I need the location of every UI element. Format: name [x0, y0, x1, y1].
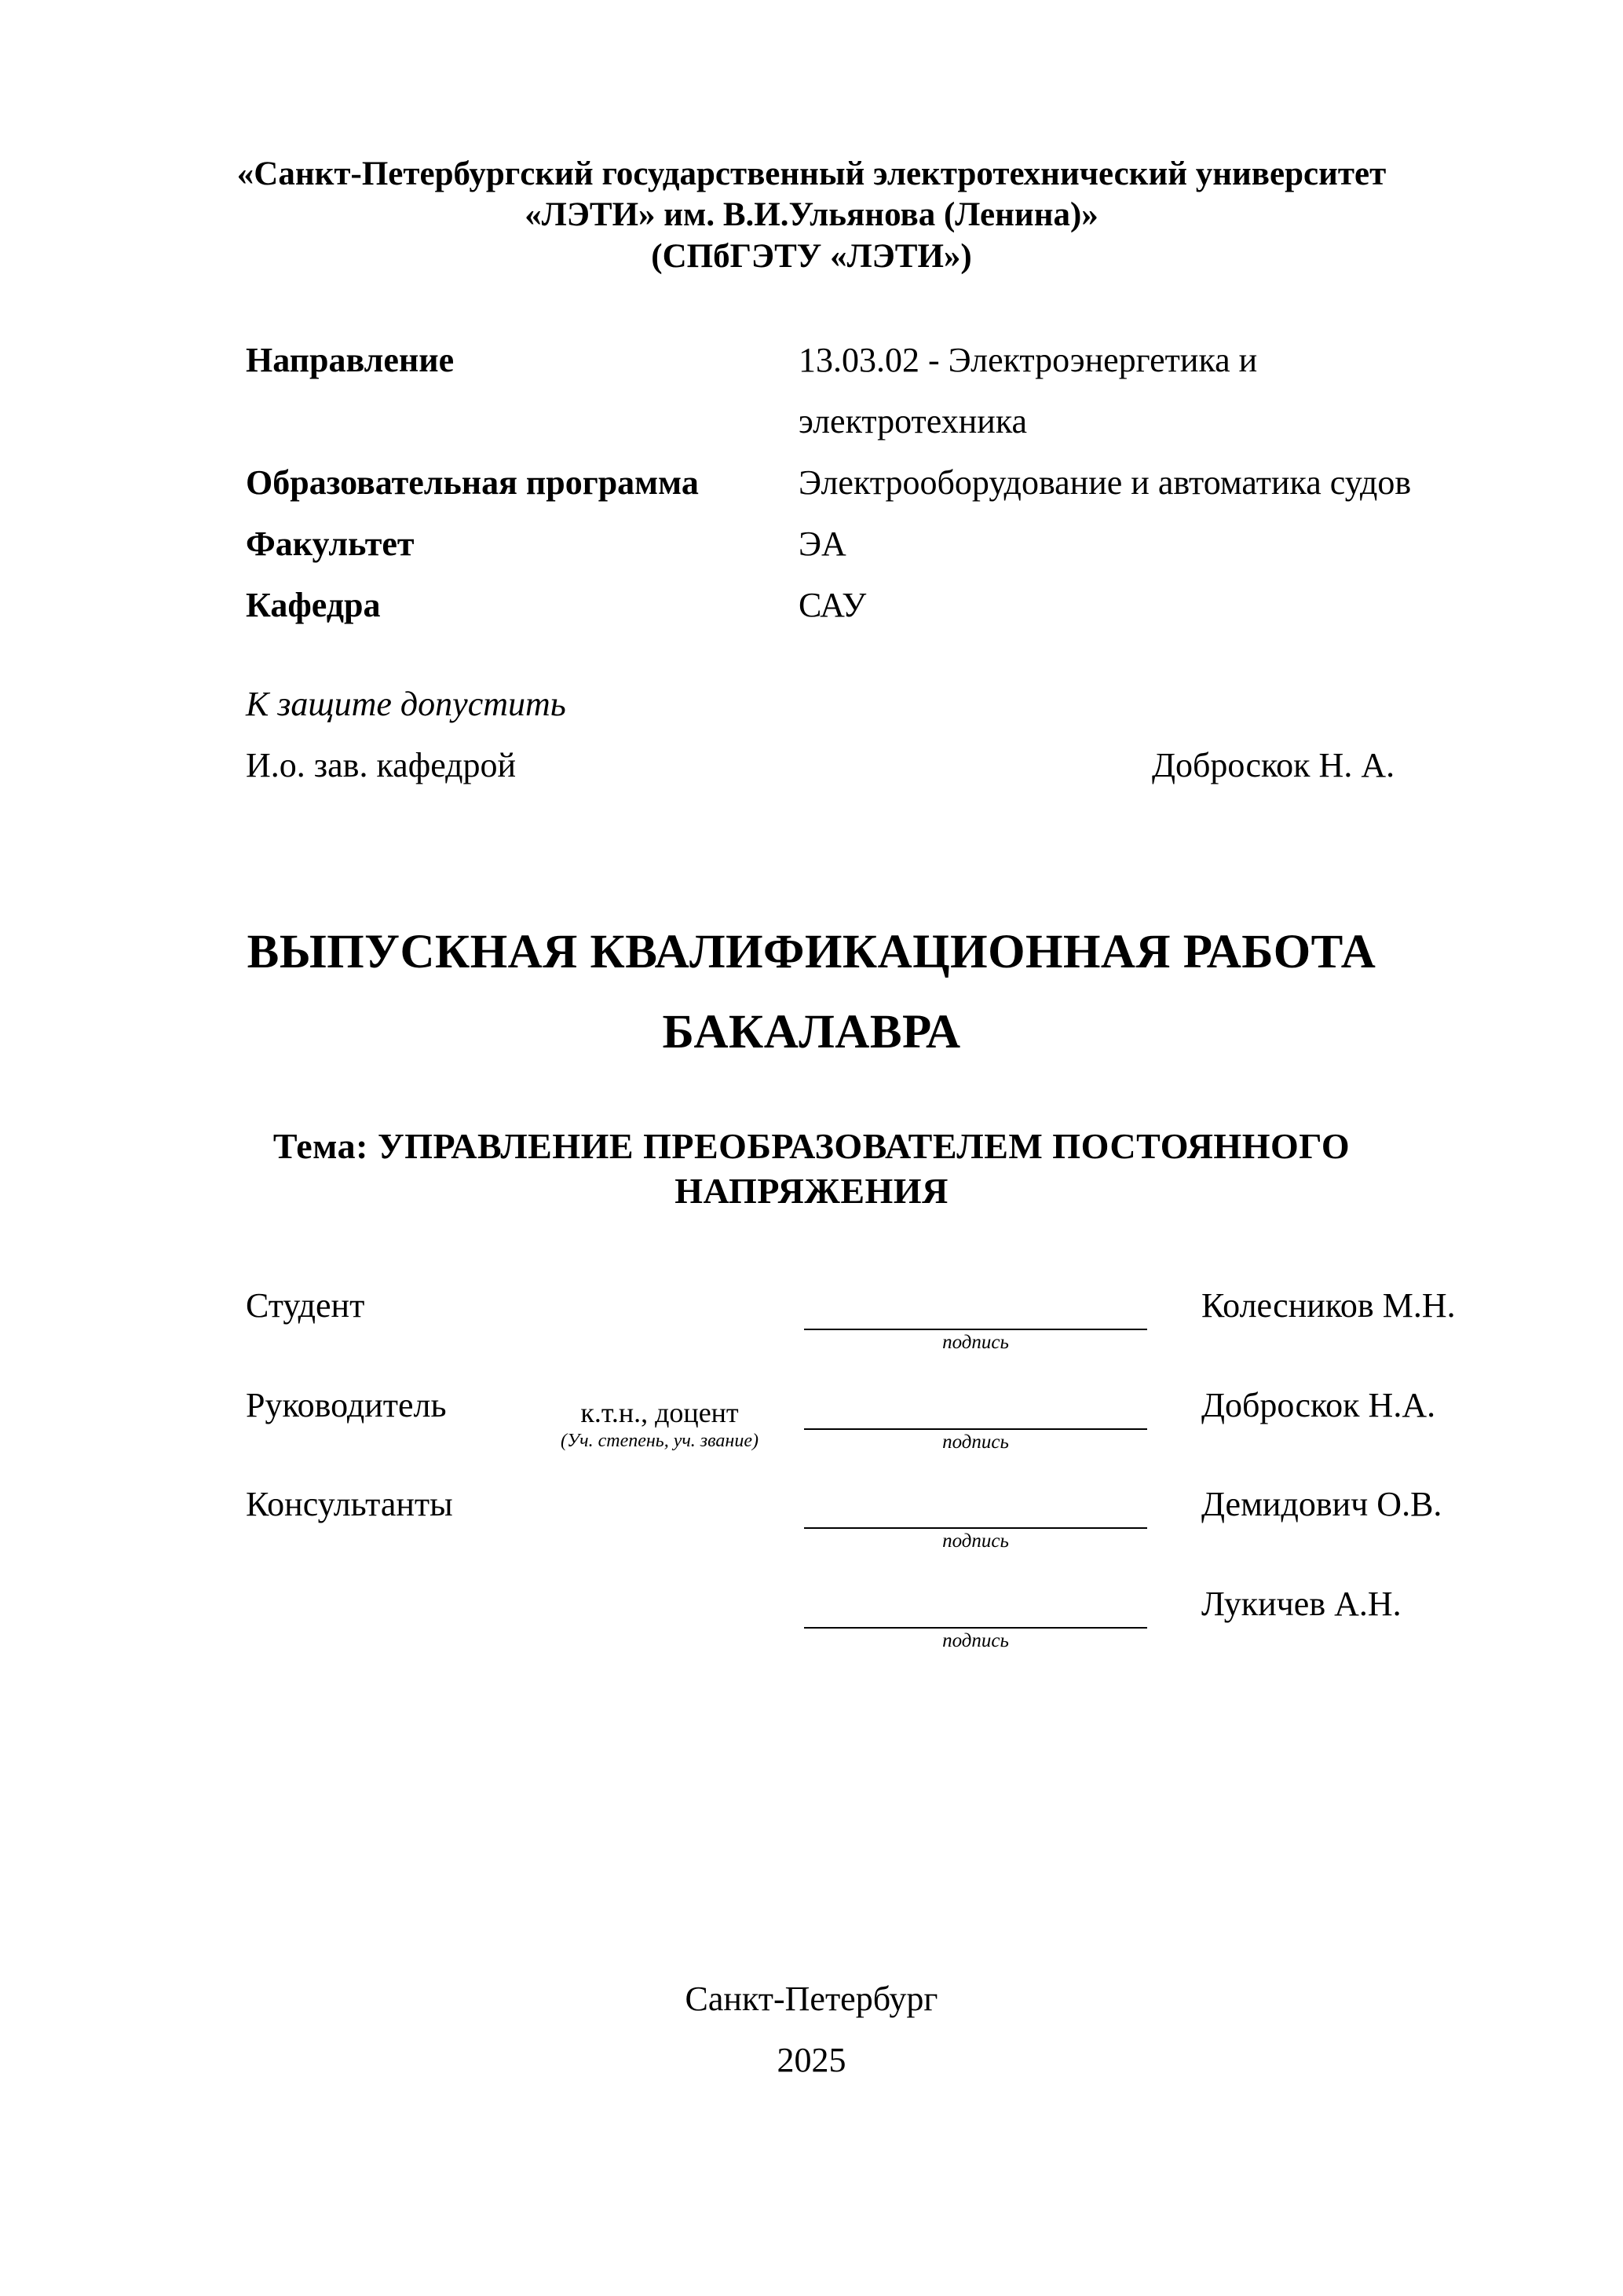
document-title-line2: БАКАЛАВРА [662, 1006, 961, 1058]
admission-position: И.о. зав. кафедрой [246, 746, 517, 784]
admission-heading: К защите допустить [246, 685, 566, 723]
consultant2-name: Лукичев А.Н. [1201, 1585, 1402, 1623]
consultant1-signature-caption: подпись [942, 1530, 1009, 1552]
program-label: Образовательная программа [246, 463, 699, 502]
footer-year: 2025 [777, 2041, 846, 2079]
supervisor-name: Доброскок Н.А. [1201, 1386, 1436, 1424]
supervisor-signature-caption: подпись [942, 1431, 1009, 1453]
direction-value-line1: 13.03.02 - Электроэнергетика и [799, 341, 1258, 379]
supervisor-signature-line [804, 1428, 1147, 1430]
topic-line1: Тема: УПРАВЛЕНИЕ ПРЕОБРАЗОВАТЕЛЕМ ПОСТОЯННОГО [272, 1126, 1351, 1166]
department-value: САУ [799, 586, 867, 624]
faculty-value: ЭА [799, 525, 846, 563]
consultant2-signature-caption: подпись [942, 1630, 1009, 1651]
document-title-line1: ВЫПУСКНАЯ КВАЛИФИКАЦИОННАЯ РАБОТА [247, 926, 1376, 978]
footer-city: Санкт-Петербург [685, 1980, 938, 2018]
department-label: Кафедра [246, 586, 381, 624]
direction-label: Направление [246, 341, 455, 379]
topic-line2: НАПРЯЖЕНИЯ [674, 1171, 949, 1211]
admission-name: Доброскок Н. А. [1152, 746, 1395, 784]
faculty-label: Факультет [246, 525, 415, 563]
university-name-line2: «ЛЭТИ» им. В.И.Ульянова (Ленина)» [525, 196, 1098, 233]
supervisor-degree-caption: (Уч. степень, уч. звание) [561, 1431, 758, 1451]
student-signature-line [804, 1329, 1147, 1330]
consultants-role: Консультанты [246, 1485, 453, 1523]
consultant1-signature-line [804, 1527, 1147, 1529]
program-value: Электрооборудование и автоматика судов [799, 463, 1412, 502]
direction-value-line2: электротехника [799, 402, 1028, 441]
supervisor-role: Руководитель [246, 1386, 447, 1424]
student-name: Колесников М.Н. [1201, 1286, 1456, 1325]
student-role: Студент [246, 1286, 365, 1325]
consultant2-signature-line [804, 1627, 1147, 1629]
university-abbreviation: (СПбГЭТУ «ЛЭТИ») [651, 238, 972, 275]
consultant1-name: Демидович О.В. [1201, 1485, 1442, 1523]
university-name-line1: «Санкт-Петербургский государственный электротехнический университет [236, 155, 1387, 192]
supervisor-degree: к.т.н., доцент [580, 1397, 739, 1428]
student-signature-caption: подпись [942, 1332, 1009, 1353]
